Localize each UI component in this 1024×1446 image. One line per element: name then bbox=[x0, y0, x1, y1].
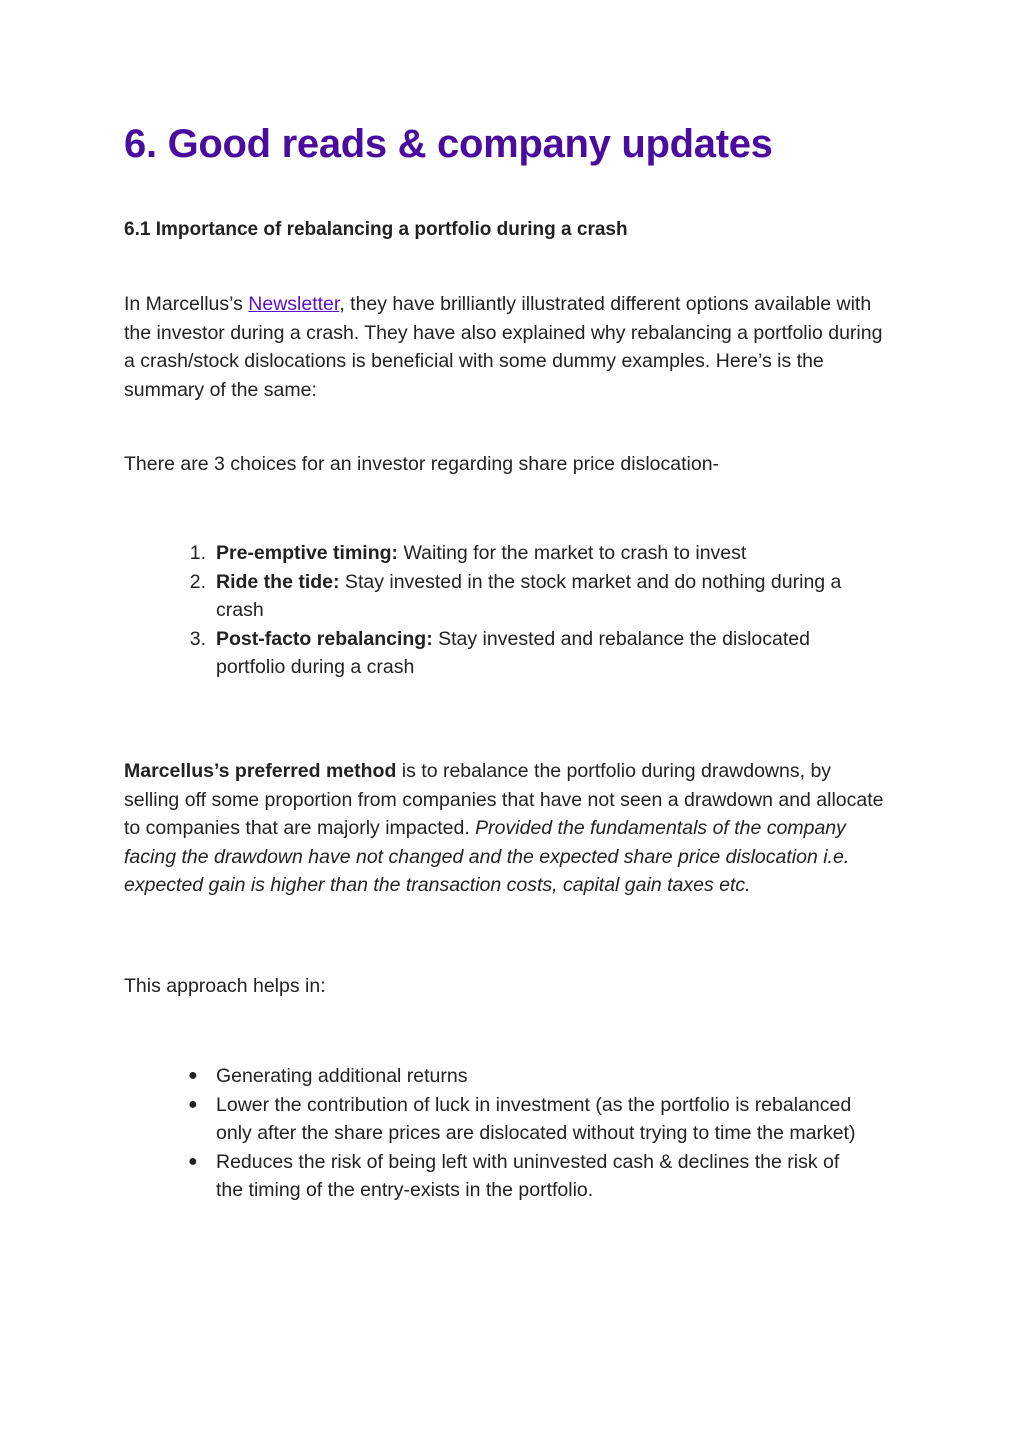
benefit-text: Lower the contribution of luck in investment (as the portfolio is rebalanced only after the share prices are dislocated without trying to time the market) bbox=[216, 1093, 856, 1144]
list-number: 2. bbox=[189, 570, 206, 593]
page-title: 6. Good reads & company updates bbox=[124, 122, 773, 166]
choice-title: Pre-emptive timing: bbox=[216, 542, 399, 564]
bullet-icon: ● bbox=[188, 1067, 198, 1084]
intro-comma: , bbox=[339, 293, 345, 315]
newsletter-link[interactable]: Newsletter bbox=[248, 293, 340, 315]
choices-intro: There are 3 choices for an investor regarding share price dislocation- bbox=[124, 453, 720, 475]
intro-paragraph bbox=[124, 290, 884, 404]
list-item bbox=[176, 1091, 866, 1148]
choice-text: Waiting for the market to crash to invest bbox=[398, 542, 747, 564]
method-italic: Provided the fundamentals of the company facing the drawdown have not changed and the expected share price dislocation i.e. expected gain is higher than the transaction costs, capital gain taxes etc. bbox=[124, 817, 850, 896]
choice-text: Stay invested in the stock market and do nothing during a crash bbox=[216, 570, 842, 621]
list-number: 1. bbox=[189, 542, 206, 564]
method-paragraph bbox=[124, 757, 884, 900]
choice-text: Stay invested and rebalance the dislocated portfolio during a crash bbox=[216, 627, 810, 678]
bullet-icon: ● bbox=[188, 1152, 198, 1170]
list-item bbox=[176, 568, 866, 625]
benefits-list bbox=[176, 1062, 866, 1205]
helps-intro: This approach helps in: bbox=[124, 975, 326, 997]
list-item bbox=[176, 1062, 866, 1091]
choice-title: Ride the tide: bbox=[216, 570, 340, 593]
list-item bbox=[176, 539, 866, 568]
section-title: 6.1 Importance of rebalancing a portfolio during a crash bbox=[124, 219, 628, 240]
list-number: 3. bbox=[189, 627, 206, 650]
intro-rest: they have brilliantly illustrated different options available with the investor during a crash. They have also explained why rebalancing a portfolio during a crash/stock dislocations is beneficial with some dummy examples. Here’s is the summary of the same: bbox=[124, 293, 883, 401]
choice-title: Post-facto rebalancing: bbox=[216, 627, 433, 650]
bullet-icon: ● bbox=[188, 1095, 198, 1113]
benefit-text: Reduces the risk of being left with uninvested cash & declines the risk of the timing of the entry-exists in the portfolio. bbox=[216, 1150, 840, 1201]
list-item bbox=[176, 1148, 866, 1205]
list-item bbox=[176, 625, 866, 682]
method-text: is to rebalance the portfolio during drawdowns, by selling off some proportion from companies that have not seen a drawdown and allocate to companies that are majorly impacted. bbox=[124, 760, 884, 839]
method-title: Marcellus’s preferred method bbox=[124, 760, 397, 782]
choices-list bbox=[176, 539, 866, 682]
intro-prefix: In Marcellus’s bbox=[124, 293, 249, 315]
benefit-text: Generating additional returns bbox=[216, 1065, 468, 1087]
